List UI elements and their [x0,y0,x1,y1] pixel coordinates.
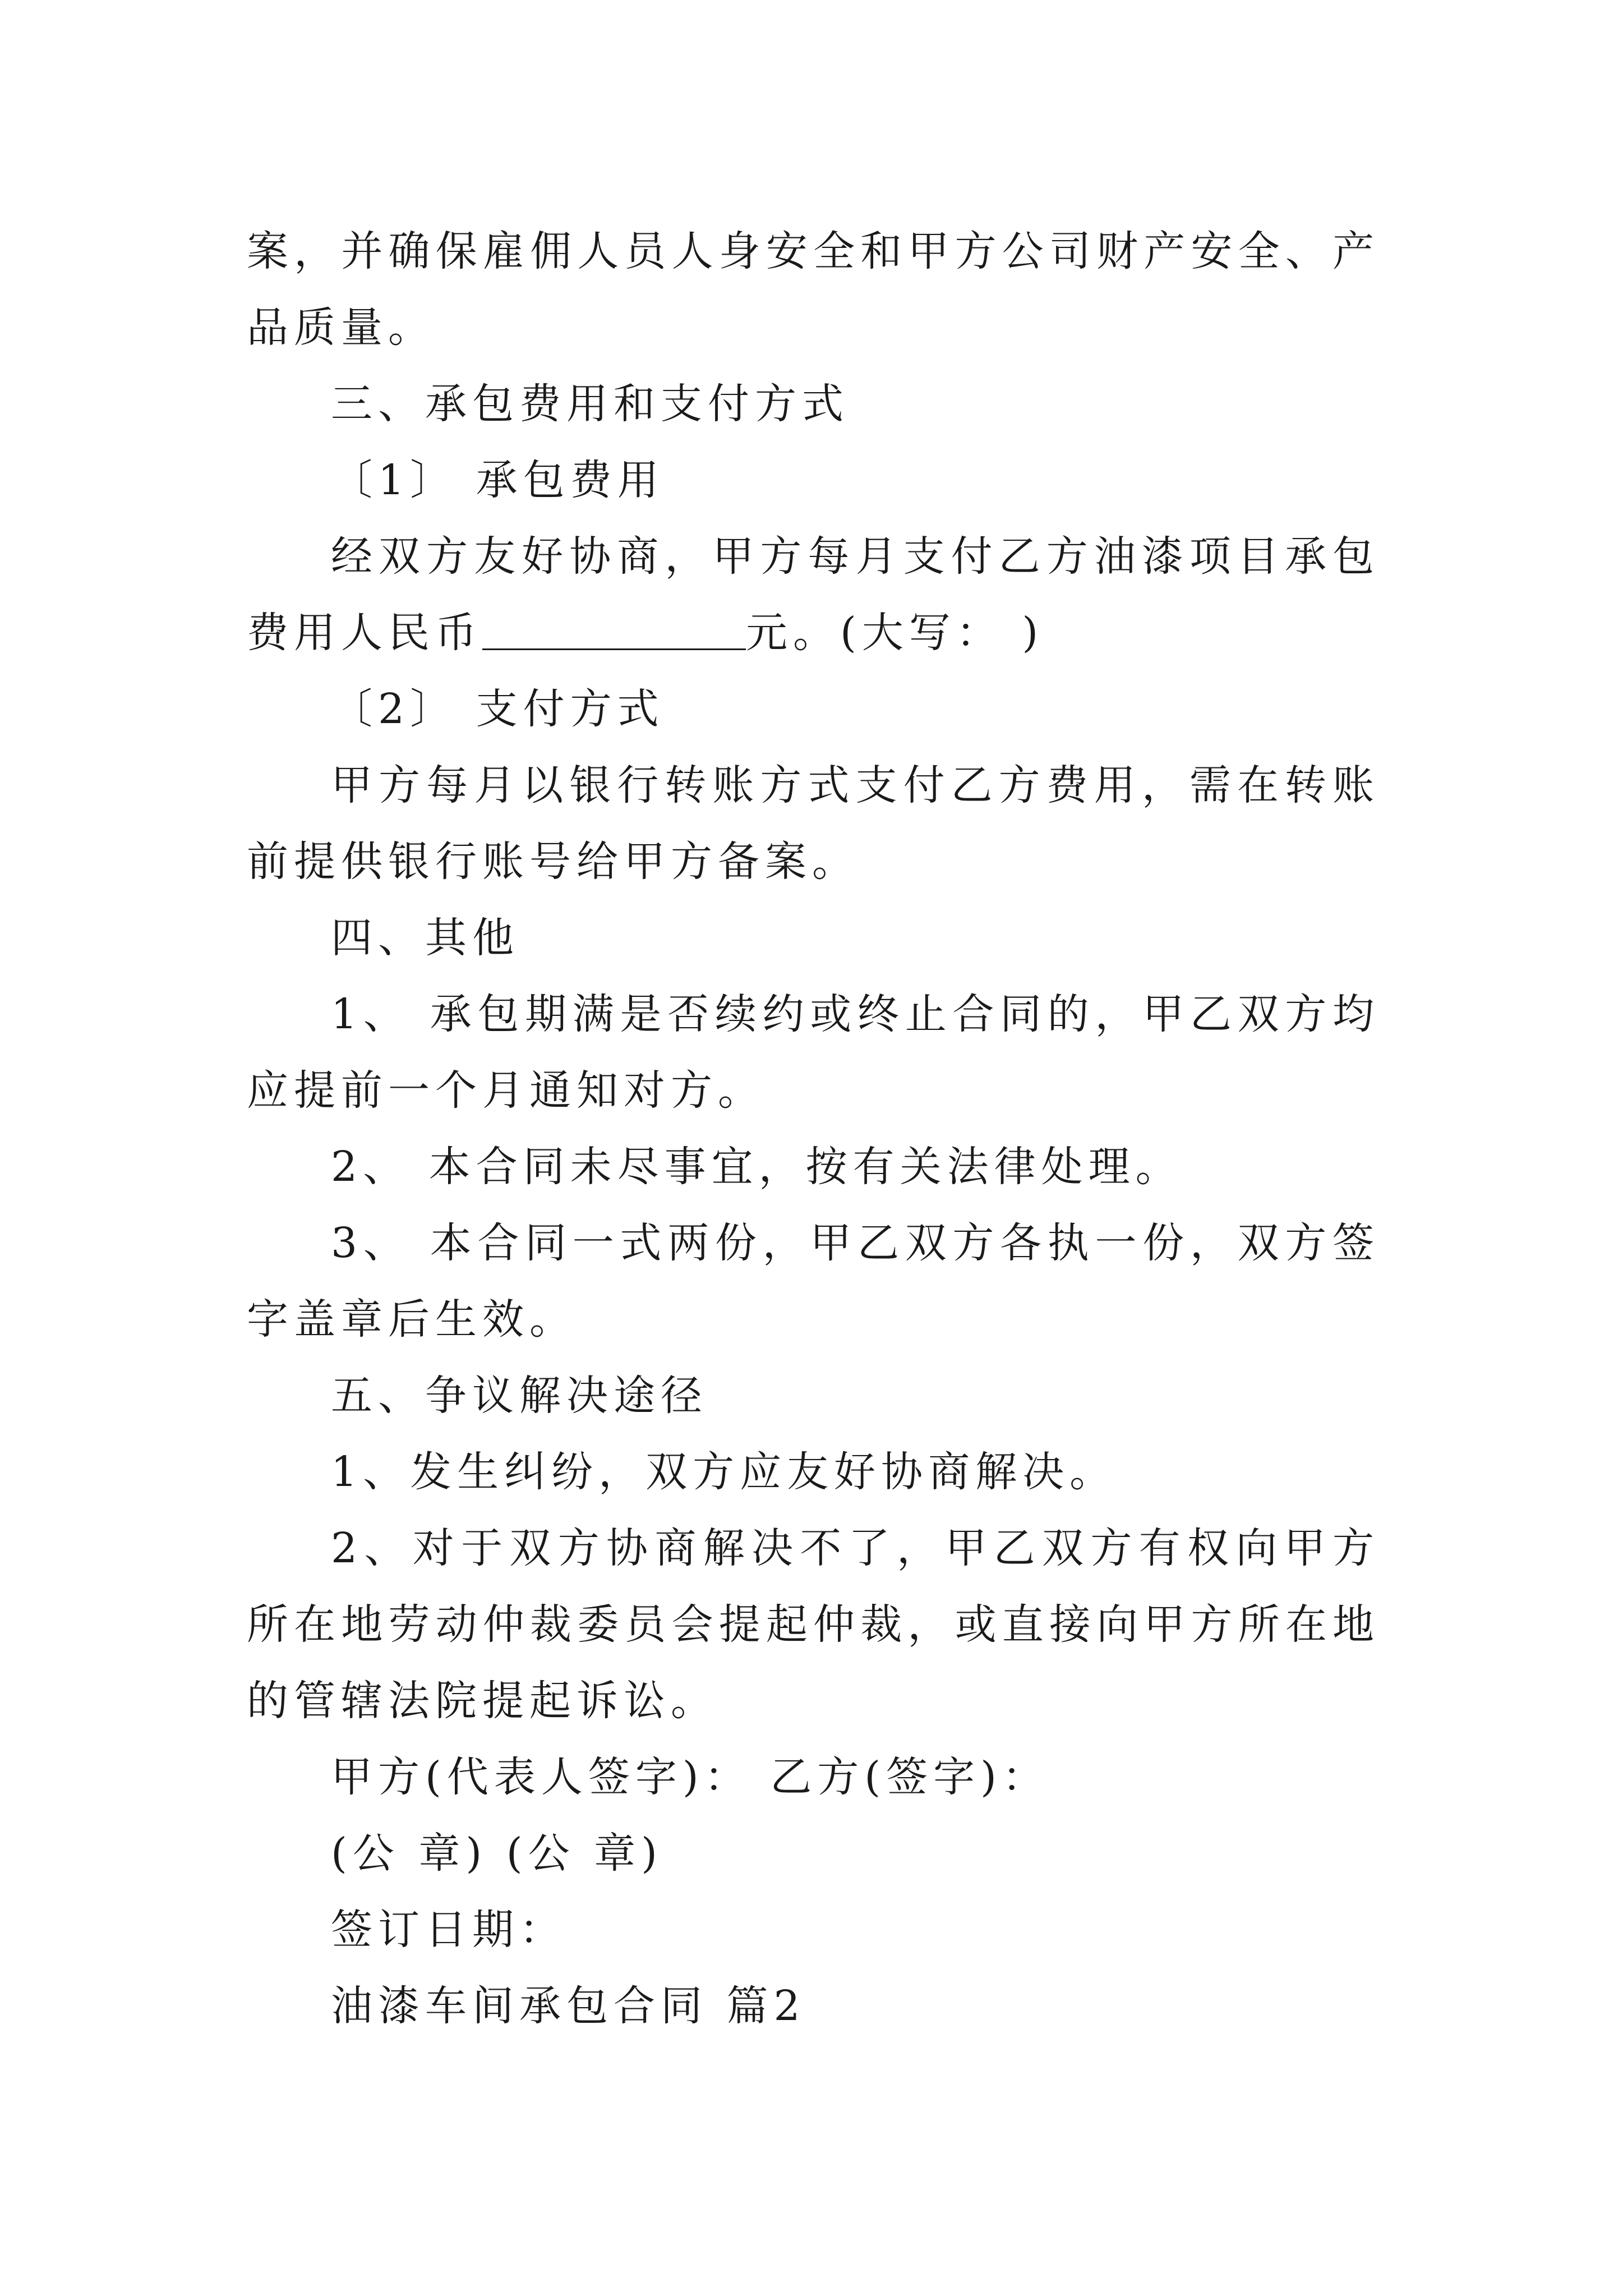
section-heading-fees: 三、承包费用和支付方式 [331,380,849,428]
signing-date: 签订日期： [331,1906,566,1954]
signature-line: 甲方(代表人签字)： 乙方(签字)： [331,1753,1050,1801]
subheading-contract-fee: 〔1〕 承包费用 [331,456,665,504]
clause-arbitration: 2、对于双方协商解决不了，甲乙双方有权向甲方所在地劳动仲裁委员会提起仲裁，或直接向甲方所在地的管辖法院提起诉讼。 [247,1524,1380,1725]
clause-renewal: 1、 承包期满是否续约或终止合同的，甲乙双方均应提前一个月通知对方。 [247,990,1380,1115]
section-heading-other: 四、其他 [331,914,519,962]
clause-copies: 3、 本合同一式两份，甲乙双方各执一份，双方签字盖章后生效。 [247,1219,1380,1343]
amount-blank-line [482,607,746,650]
section-heading-dispute: 五、争议解决途径 [331,1372,708,1420]
subheading-payment-method: 〔2〕 支付方式 [331,685,665,733]
paragraph-safety-clause: 案，并确保雇佣人员人身安全和甲方公司财产安全、产品质量。 [247,227,1380,352]
next-section-title: 油漆车间承包合同 篇2 [331,1982,806,2030]
clause-unresolved-matters: 2、 本合同未尽事宜，按有关法律处理。 [331,1143,1183,1191]
fee-text-after: 元。(大写： ) [746,609,1044,657]
clause-negotiation: 1、发生纠纷，双方应友好协商解决。 [331,1448,1117,1496]
fee-text-before: 经双方友好协商，甲方每月支付乙方油漆项目承包费用人民币 [247,532,1380,657]
seal-line: (公 章) (公 章) [331,1829,663,1878]
document-body [247,213,1380,2044]
paragraph-fee-amount [247,518,1380,671]
paragraph-payment-method: 甲方每月以银行转账方式支付乙方费用，需在转账前提供银行账号给甲方备案。 [247,761,1380,886]
